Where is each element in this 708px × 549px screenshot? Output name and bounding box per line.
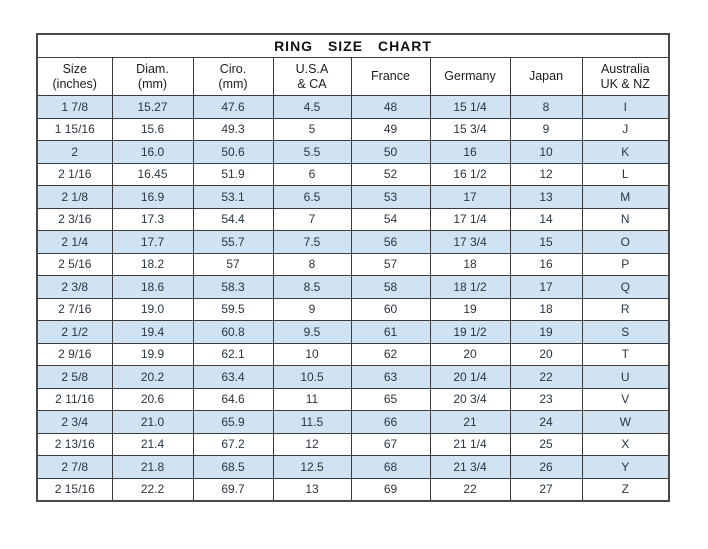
table-row xyxy=(37,231,669,254)
cell-usa-ca: 7 xyxy=(273,208,351,231)
column-header-japan xyxy=(510,58,582,96)
column-header-line2: UK & NZ xyxy=(600,76,650,91)
cell-ciro-mm: 67.2 xyxy=(193,433,273,456)
cell-australia-uk-nz: P xyxy=(582,253,669,276)
cell-france: 53 xyxy=(351,186,430,209)
cell-japan: 25 xyxy=(510,433,582,456)
cell-japan: 27 xyxy=(510,478,582,501)
column-header-australia-uk-nz xyxy=(582,58,669,96)
cell-diam-mm: 15.6 xyxy=(112,118,193,141)
cell-australia-uk-nz: Q xyxy=(582,276,669,299)
cell-size-inches: 2 9/16 xyxy=(37,343,112,366)
table-row xyxy=(37,411,669,434)
cell-ciro-mm: 57 xyxy=(193,253,273,276)
cell-france: 52 xyxy=(351,163,430,186)
cell-japan: 17 xyxy=(510,276,582,299)
table-row xyxy=(37,298,669,321)
cell-germany: 21 xyxy=(430,411,510,434)
column-header-line1: U.S.A xyxy=(295,62,329,77)
cell-diam-mm: 19.0 xyxy=(112,298,193,321)
cell-diam-mm: 20.6 xyxy=(112,388,193,411)
cell-size-inches: 1 7/8 xyxy=(37,96,112,119)
cell-ciro-mm: 60.8 xyxy=(193,321,273,344)
cell-germany: 20 3/4 xyxy=(430,388,510,411)
cell-size-inches: 2 1/16 xyxy=(37,163,112,186)
cell-diam-mm: 20.2 xyxy=(112,366,193,389)
cell-usa-ca: 9 xyxy=(273,298,351,321)
cell-germany: 20 xyxy=(430,343,510,366)
cell-france: 66 xyxy=(351,411,430,434)
cell-japan: 20 xyxy=(510,343,582,366)
cell-diam-mm: 21.4 xyxy=(112,433,193,456)
table-row xyxy=(37,388,669,411)
cell-ciro-mm: 54.4 xyxy=(193,208,273,231)
cell-ciro-mm: 69.7 xyxy=(193,478,273,501)
cell-ciro-mm: 55.7 xyxy=(193,231,273,254)
cell-ciro-mm: 64.6 xyxy=(193,388,273,411)
cell-japan: 24 xyxy=(510,411,582,434)
cell-ciro-mm: 50.6 xyxy=(193,141,273,164)
column-header-line2: (inches) xyxy=(52,76,97,91)
cell-germany: 21 3/4 xyxy=(430,456,510,479)
cell-germany: 21 1/4 xyxy=(430,433,510,456)
cell-ciro-mm: 68.5 xyxy=(193,456,273,479)
cell-japan: 16 xyxy=(510,253,582,276)
cell-germany: 19 xyxy=(430,298,510,321)
cell-size-inches: 2 11/16 xyxy=(37,388,112,411)
column-header-france xyxy=(351,58,430,96)
cell-usa-ca: 5 xyxy=(273,118,351,141)
cell-japan: 19 xyxy=(510,321,582,344)
cell-diam-mm: 22.2 xyxy=(112,478,193,501)
cell-size-inches: 1 15/16 xyxy=(37,118,112,141)
cell-usa-ca: 13 xyxy=(273,478,351,501)
cell-australia-uk-nz: Z xyxy=(582,478,669,501)
column-header-line2: (mm) xyxy=(137,76,168,91)
cell-size-inches: 2 15/16 xyxy=(37,478,112,501)
column-header-line2: (mm) xyxy=(218,76,248,91)
cell-ciro-mm: 47.6 xyxy=(193,96,273,119)
cell-japan: 15 xyxy=(510,231,582,254)
cell-japan: 23 xyxy=(510,388,582,411)
cell-germany: 19 1/2 xyxy=(430,321,510,344)
cell-usa-ca: 11 xyxy=(273,388,351,411)
cell-diam-mm: 19.9 xyxy=(112,343,193,366)
cell-france: 62 xyxy=(351,343,430,366)
table-row xyxy=(37,366,669,389)
table-row xyxy=(37,208,669,231)
cell-ciro-mm: 65.9 xyxy=(193,411,273,434)
table-row xyxy=(37,141,669,164)
cell-ciro-mm: 53.1 xyxy=(193,186,273,209)
cell-japan: 8 xyxy=(510,96,582,119)
cell-france: 69 xyxy=(351,478,430,501)
header-row xyxy=(37,58,669,96)
cell-australia-uk-nz: M xyxy=(582,186,669,209)
cell-germany: 15 3/4 xyxy=(430,118,510,141)
cell-diam-mm: 16.45 xyxy=(112,163,193,186)
column-header-line1: France xyxy=(371,69,410,84)
cell-usa-ca: 4.5 xyxy=(273,96,351,119)
cell-france: 50 xyxy=(351,141,430,164)
cell-size-inches: 2 3/8 xyxy=(37,276,112,299)
cell-france: 57 xyxy=(351,253,430,276)
cell-australia-uk-nz: W xyxy=(582,411,669,434)
cell-france: 58 xyxy=(351,276,430,299)
cell-size-inches: 2 7/16 xyxy=(37,298,112,321)
cell-usa-ca: 11.5 xyxy=(273,411,351,434)
cell-france: 54 xyxy=(351,208,430,231)
cell-size-inches: 2 1/8 xyxy=(37,186,112,209)
column-header-usa-ca xyxy=(273,58,351,96)
cell-diam-mm: 17.3 xyxy=(112,208,193,231)
cell-usa-ca: 12 xyxy=(273,433,351,456)
cell-size-inches: 2 7/8 xyxy=(37,456,112,479)
cell-australia-uk-nz: I xyxy=(582,96,669,119)
cell-usa-ca: 7.5 xyxy=(273,231,351,254)
table-row xyxy=(37,433,669,456)
cell-diam-mm: 21.8 xyxy=(112,456,193,479)
column-header-line2: & CA xyxy=(297,76,327,91)
cell-australia-uk-nz: O xyxy=(582,231,669,254)
cell-ciro-mm: 59.5 xyxy=(193,298,273,321)
cell-diam-mm: 19.4 xyxy=(112,321,193,344)
cell-japan: 22 xyxy=(510,366,582,389)
table-row xyxy=(37,118,669,141)
cell-diam-mm: 18.2 xyxy=(112,253,193,276)
cell-size-inches: 2 1/4 xyxy=(37,231,112,254)
cell-france: 63 xyxy=(351,366,430,389)
cell-germany: 17 3/4 xyxy=(430,231,510,254)
column-header-line1: Japan xyxy=(528,69,564,84)
column-header-line1: Diam. xyxy=(136,62,169,77)
cell-australia-uk-nz: K xyxy=(582,141,669,164)
cell-diam-mm: 21.0 xyxy=(112,411,193,434)
cell-australia-uk-nz: X xyxy=(582,433,669,456)
cell-usa-ca: 10 xyxy=(273,343,351,366)
cell-diam-mm: 17.7 xyxy=(112,231,193,254)
cell-germany: 18 xyxy=(430,253,510,276)
cell-usa-ca: 10.5 xyxy=(273,366,351,389)
cell-japan: 14 xyxy=(510,208,582,231)
cell-diam-mm: 15.27 xyxy=(112,96,193,119)
cell-france: 49 xyxy=(351,118,430,141)
cell-germany: 20 1/4 xyxy=(430,366,510,389)
cell-australia-uk-nz: R xyxy=(582,298,669,321)
cell-france: 56 xyxy=(351,231,430,254)
cell-france: 60 xyxy=(351,298,430,321)
cell-australia-uk-nz: Y xyxy=(582,456,669,479)
cell-australia-uk-nz: S xyxy=(582,321,669,344)
cell-germany: 17 xyxy=(430,186,510,209)
column-header-line1: Australia xyxy=(600,62,650,77)
cell-size-inches: 2 5/16 xyxy=(37,253,112,276)
cell-australia-uk-nz: J xyxy=(582,118,669,141)
cell-size-inches: 2 3/4 xyxy=(37,411,112,434)
column-header-germany xyxy=(430,58,510,96)
ring-size-chart-table xyxy=(36,33,670,502)
cell-japan: 26 xyxy=(510,456,582,479)
cell-japan: 12 xyxy=(510,163,582,186)
cell-australia-uk-nz: V xyxy=(582,388,669,411)
table-row xyxy=(37,163,669,186)
cell-japan: 13 xyxy=(510,186,582,209)
cell-usa-ca: 6 xyxy=(273,163,351,186)
column-header-diam-mm xyxy=(112,58,193,96)
cell-japan: 9 xyxy=(510,118,582,141)
ring-size-chart-table-container xyxy=(36,33,670,502)
table-row xyxy=(37,276,669,299)
table-row xyxy=(37,186,669,209)
cell-size-inches: 2 13/16 xyxy=(37,433,112,456)
cell-france: 65 xyxy=(351,388,430,411)
table-row xyxy=(37,321,669,344)
cell-japan: 18 xyxy=(510,298,582,321)
cell-france: 67 xyxy=(351,433,430,456)
cell-usa-ca: 9.5 xyxy=(273,321,351,344)
cell-diam-mm: 18.6 xyxy=(112,276,193,299)
cell-usa-ca: 8.5 xyxy=(273,276,351,299)
column-header-line1: Germany xyxy=(444,69,496,84)
table-body xyxy=(37,96,669,502)
cell-germany: 17 1/4 xyxy=(430,208,510,231)
cell-ciro-mm: 49.3 xyxy=(193,118,273,141)
table-row xyxy=(37,343,669,366)
cell-ciro-mm: 58.3 xyxy=(193,276,273,299)
column-header-ciro-mm xyxy=(193,58,273,96)
cell-france: 48 xyxy=(351,96,430,119)
cell-usa-ca: 8 xyxy=(273,253,351,276)
cell-france: 61 xyxy=(351,321,430,344)
cell-ciro-mm: 63.4 xyxy=(193,366,273,389)
cell-usa-ca: 5.5 xyxy=(273,141,351,164)
cell-size-inches: 2 1/2 xyxy=(37,321,112,344)
cell-usa-ca: 6.5 xyxy=(273,186,351,209)
cell-australia-uk-nz: T xyxy=(582,343,669,366)
cell-size-inches: 2 5/8 xyxy=(37,366,112,389)
column-header-line1: Size xyxy=(62,62,87,77)
cell-diam-mm: 16.9 xyxy=(112,186,193,209)
cell-usa-ca: 12.5 xyxy=(273,456,351,479)
cell-japan: 10 xyxy=(510,141,582,164)
table-row xyxy=(37,456,669,479)
column-header-line1: Ciro. xyxy=(219,62,247,77)
table-row xyxy=(37,253,669,276)
cell-australia-uk-nz: U xyxy=(582,366,669,389)
title-row xyxy=(37,34,669,58)
chart-title: RING SIZE CHART xyxy=(37,34,669,58)
cell-ciro-mm: 51.9 xyxy=(193,163,273,186)
cell-germany: 22 xyxy=(430,478,510,501)
table-row xyxy=(37,478,669,501)
cell-australia-uk-nz: L xyxy=(582,163,669,186)
cell-size-inches: 2 3/16 xyxy=(37,208,112,231)
cell-size-inches: 2 xyxy=(37,141,112,164)
cell-france: 68 xyxy=(351,456,430,479)
cell-germany: 18 1/2 xyxy=(430,276,510,299)
cell-australia-uk-nz: N xyxy=(582,208,669,231)
cell-ciro-mm: 62.1 xyxy=(193,343,273,366)
cell-germany: 16 1/2 xyxy=(430,163,510,186)
cell-germany: 15 1/4 xyxy=(430,96,510,119)
cell-germany: 16 xyxy=(430,141,510,164)
cell-diam-mm: 16.0 xyxy=(112,141,193,164)
column-header-size-inches xyxy=(37,58,112,96)
table-row xyxy=(37,96,669,119)
